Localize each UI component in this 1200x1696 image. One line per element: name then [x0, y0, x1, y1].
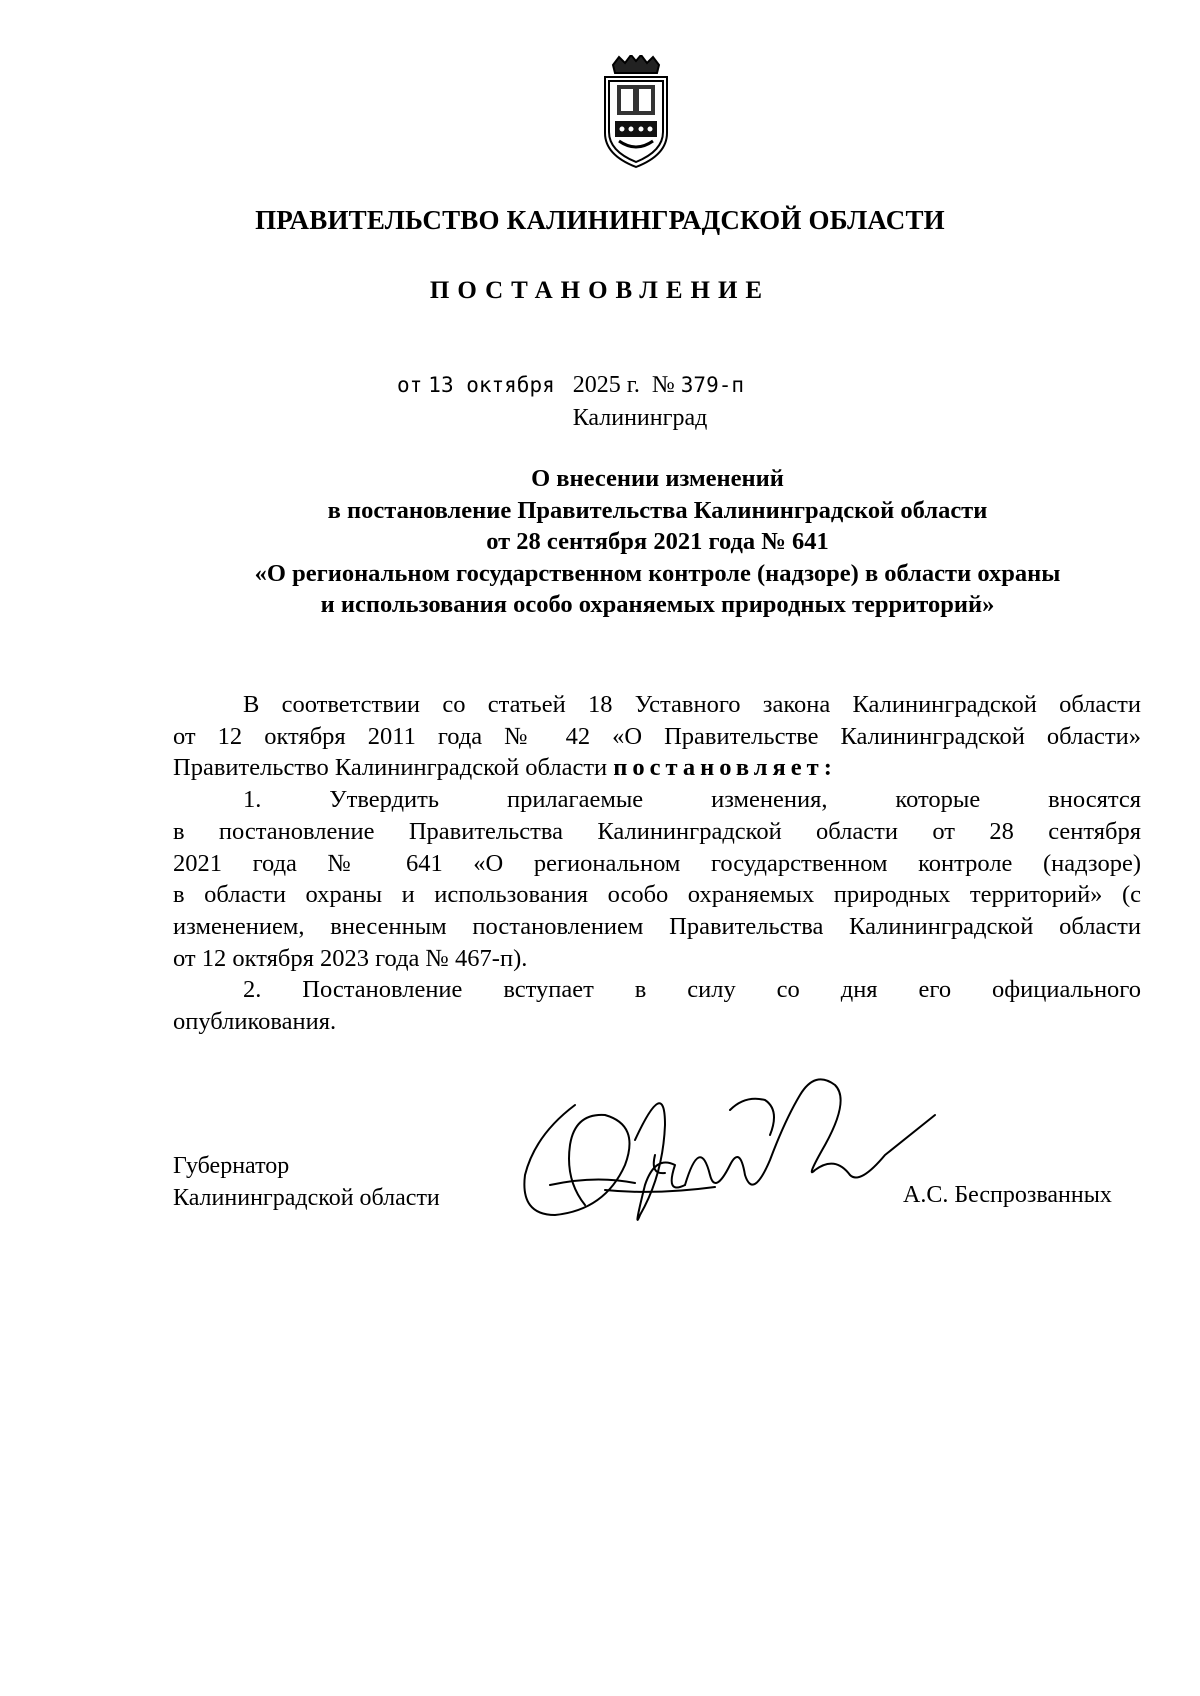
preamble-line: от 12 октября 2011 года № 42 «О Правительстве Калининградской области» [173, 722, 1141, 750]
signatory-position [173, 1150, 440, 1214]
date-year: 2025 г. [572, 372, 640, 398]
document-body [173, 689, 1141, 1038]
date-day-month: 13 октября [428, 373, 555, 397]
item2-line: опубликования. [173, 1008, 337, 1036]
title-line: и использования особо охраняемых природных территорий» [320, 591, 995, 618]
title-line: «О региональном государственном контроле (надзоре) в области охраны [254, 559, 1061, 587]
document-type: ПОСТАНОВЛЕНИЕ [429, 277, 771, 304]
preamble-line-decree [173, 752, 1141, 784]
coat-of-arms-emblem [597, 55, 675, 170]
organization-title: ПРАВИТЕЛЬСТВО КАЛИНИНГРАДСКОЙ ОБЛАСТИ [255, 205, 945, 235]
item1-line: изменением, внесенным постановлением Правительства Калининградской области [173, 912, 1141, 940]
signatory-name: А.С. Беспрозванных [903, 1182, 1112, 1208]
title-line: от 28 сентября 2021 года № 641 [486, 528, 829, 555]
item1-line: от 12 октября 2023 года № 467-п). [173, 944, 528, 972]
preamble-line: Правительство Калининградской области [173, 754, 608, 782]
date-prefix: от [397, 373, 423, 397]
item1-line: 1. Утвердить прилагаемые изменения, которые вносятся [243, 786, 1141, 814]
city: Калининград [572, 405, 708, 431]
decree-word: постановляет: [613, 754, 837, 782]
document-number: 379-п [680, 373, 744, 397]
position-line: Губернатор [173, 1153, 290, 1179]
number-sign: № [651, 372, 675, 398]
item1-line: в постановление Правительства Калининградской области от 28 сентября [173, 817, 1141, 845]
date-line [397, 372, 744, 399]
document-title [175, 463, 1140, 621]
title-line: в постановление Правительства Калининградской области [327, 496, 988, 524]
preamble-line: В соответствии со статьей 18 Уставного закона Калининградской области [243, 691, 1141, 718]
item1-line: 2021 года № 641 «О региональном государственном контроле (надзоре) [173, 849, 1141, 877]
title-line: О внесении изменений [531, 465, 784, 492]
item1-line: в области охраны и использования особо охраняемых природных территорий» (с [173, 881, 1141, 909]
handwritten-signature [515, 1065, 945, 1245]
position-line: Калининградской области [173, 1185, 440, 1211]
item2-line: 2. Постановление вступает в силу со дня его официального [243, 976, 1141, 1004]
